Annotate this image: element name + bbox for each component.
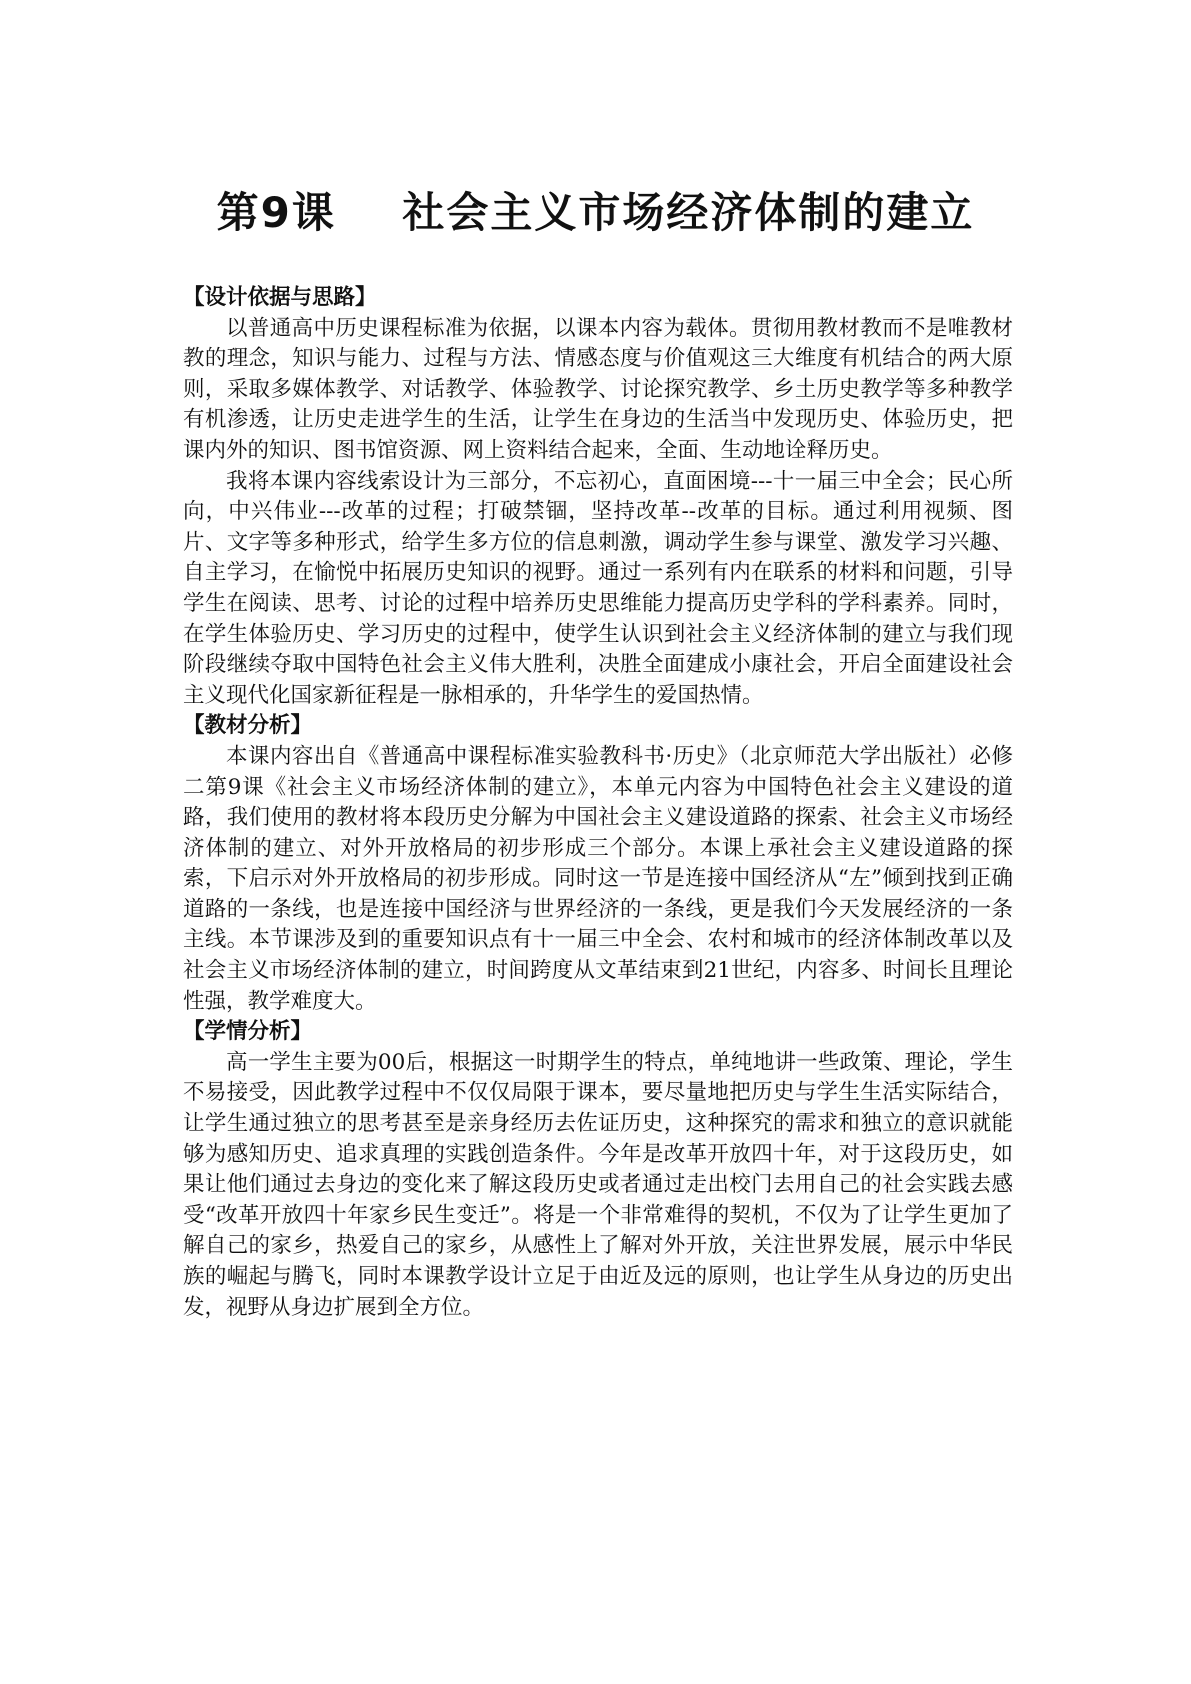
section-heading: 【教材分析】 (183, 713, 313, 739)
section-textbook-analysis (183, 711, 1013, 1017)
section-student-analysis (183, 1017, 1013, 1323)
page-title: 第9课 社会主义市场经济体制的建立 (216, 188, 975, 237)
paragraph: 我将本课内容线索设计为三部分，不忘初心，直面困境---十一届三中全会；民心所向，中兴伟业---改革的过程；打破禁锢，坚持改革--改革的目标。通过利用视频、图片、文字等多种形式，给学生多方位的信息刺激，调动学生参与课堂、激发学习兴趣、自主学习，在愉悦中拓展历史知识的视野。通过一系列有内在联系的材料和问题，引导学生在阅读、思考、讨论的过程中培养历史思维能力提高历史学科的学科素养。同时，在学生体验历史、学习历史的过程中，使学生认识到社会主义经济体制的建立与我们现阶段继续夺取中国特色社会主义伟大胜利，决胜全面建成小康社会，开启全面建设社会主义现代化国家新征程是一脉相承的，升华学生的爱国热情。 (183, 468, 1013, 708)
paragraph: 本课内容出自《普通高中课程标准实验教科书·历史》（北京师范大学出版社）必修二第9课《社会主义市场经济体制的建立》，本单元内容为中国特色社会主义建设的道路，我们使用的教材将本段历史分解为中国社会主义建设道路的探索、社会主义市场经济体制的建立、对外开放格局的初步形成三个部分。本课上承社会主义建设道路的探索，下启示对外开放格局的初步形成。同时这一节是连接中国经济从“左”倾到找到正确道路的一条线，也是连接中国经济与世界经济的一条线，更是我们今天发展经济的一条主线。本节课涉及到的重要知识点有十一届三中全会、农村和城市的经济体制改革以及社会主义市场经济体制的建立，时间跨度从文革结束到21世纪，内容多、时间长且理论性强，教学难度大。 (183, 743, 1013, 1014)
section-heading: 【学情分析】 (183, 1019, 313, 1045)
document-body (183, 283, 1013, 1323)
section-design-basis (183, 283, 1013, 711)
section-heading: 【设计依据与思路】 (183, 285, 377, 310)
paragraph: 以普通高中历史课程标准为依据，以课本内容为载体。贯彻用教材教而不是唯教材教的理念，知识与能力、过程与方法、情感态度与价值观这三大维度有机结合的两大原则，采取多媒体教学、对话教学、体验教学、讨论探究教学、乡土历史教学等多种教学有机渗透，让历史走进学生的生活，让学生在身边的生活当中发现历史、体验历史，把课内外的知识、图书馆资源、网上资料结合起来，全面、生动地诠释历史。 (183, 315, 1013, 463)
paragraph: 高一学生主要为00后，根据这一时期学生的特点，单纯地讲一些政策、理论，学生不易接受，因此教学过程中不仅仅局限于课本，要尽量地把历史与学生生活实际结合，让学生通过独立的思考甚至是亲身经历去佐证历史，这种探究的需求和独立的意识就能够为感知历史、追求真理的实践创造条件。今年是改革开放四十年，对于这段历史，如果让他们通过去身边的变化来了解这段历史或者通过走出校门去用自己的社会实践去感受“改革开放四十年家乡民生变迁”。将是一个非常难得的契机，不仅为了让学生更加了解自己的家乡，热爱自己的家乡，从感性上了解对外开放，关注世界发展，展示中华民族的崛起与腾飞，同时本课教学设计立足于由近及远的原则，也让学生从身边的历史出发，视野从身边扩展到全方位。 (183, 1049, 1013, 1320)
